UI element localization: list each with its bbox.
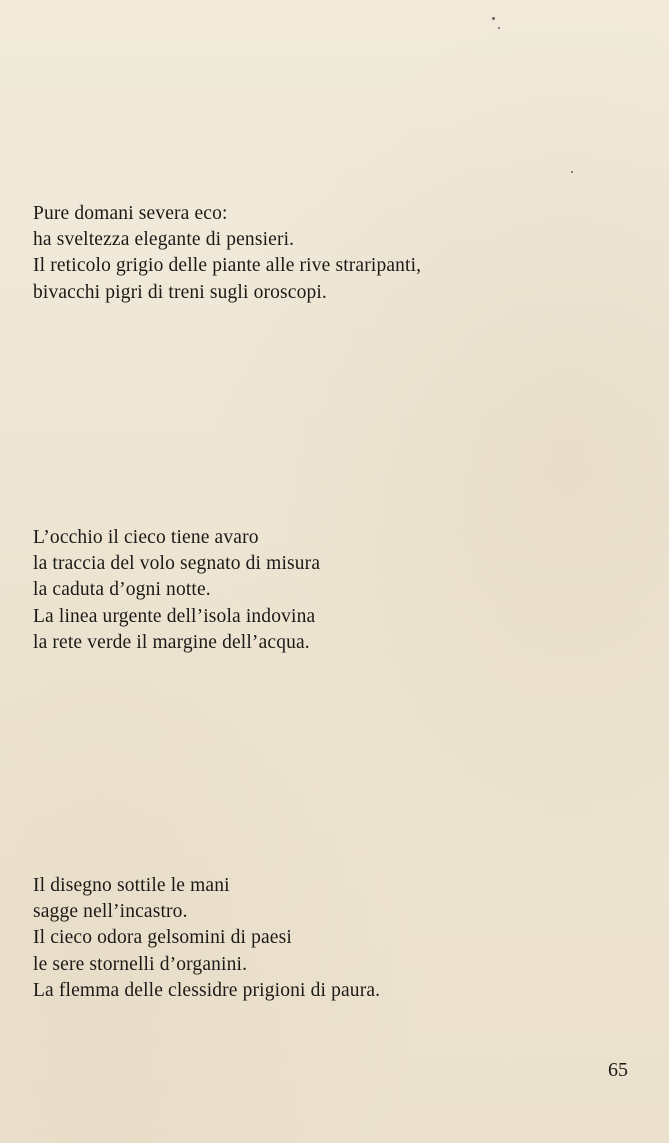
- page-number: 65: [608, 1059, 628, 1081]
- stanza: [33, 525, 320, 656]
- poem-line: La flemma delle clessidre prigioni di paura.: [33, 979, 381, 1001]
- poem-line: la caduta d’ogni notte.: [33, 579, 211, 601]
- poem-line: La linea urgente dell’isola indovina: [33, 605, 316, 627]
- poem-line: Il reticolo grigio delle piante alle rive straripanti,: [33, 255, 422, 277]
- stanza: [33, 873, 380, 1004]
- poem-line: le sere stornelli d’organini.: [33, 953, 248, 975]
- poem-line: ha sveltezza elegante di pensieri.: [33, 229, 295, 251]
- paper-speck: [498, 27, 500, 29]
- poem-line: la rete verde il margine dell’acqua.: [33, 631, 310, 653]
- poem-line: L’occhio il cieco tiene avaro: [33, 527, 259, 548]
- poem-line: Il disegno sottile le mani: [33, 875, 230, 896]
- poem-line: la traccia del volo segnato di misura: [33, 553, 321, 575]
- poem-line: sagge nell’incastro.: [33, 901, 188, 923]
- paper-speck: [492, 17, 495, 20]
- paper-speck: [571, 171, 573, 173]
- stanza: [33, 201, 421, 306]
- poem-line: Pure domani severa eco:: [33, 203, 228, 224]
- poem-line: Il cieco odora gelsomini di paesi: [33, 927, 292, 949]
- poem-line: bivacchi pigri di treni sugli oroscopi.: [33, 281, 327, 303]
